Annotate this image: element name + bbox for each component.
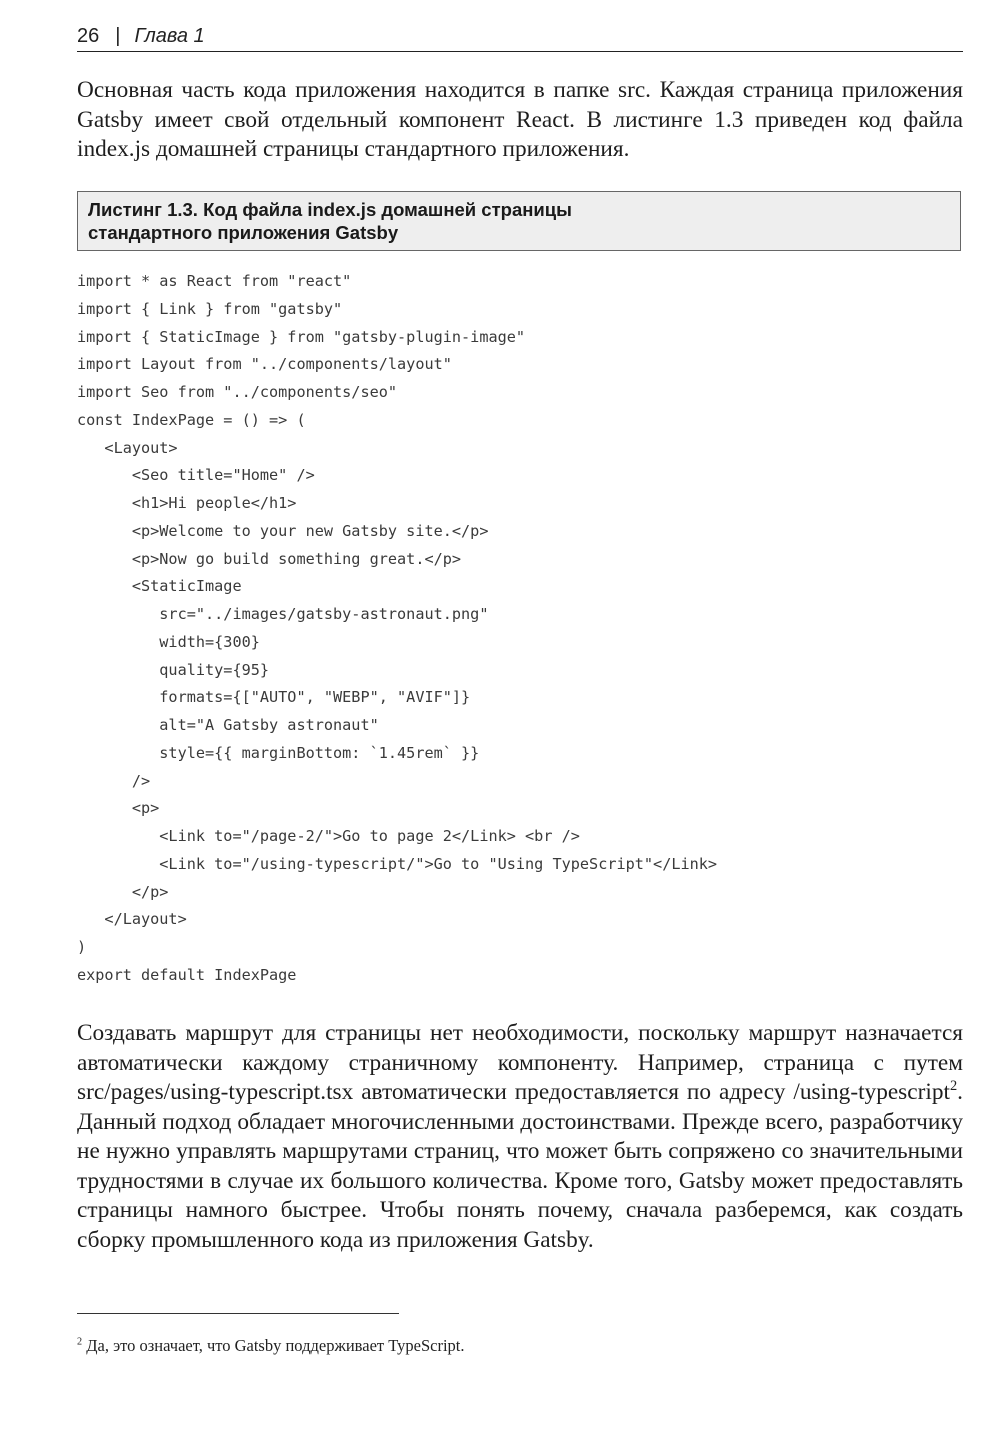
code-line: import { StaticImage } from "gatsby-plugin-image" xyxy=(77,327,526,346)
code-line: <Seo title="Home" /> xyxy=(77,466,315,485)
code-line: <StaticImage xyxy=(77,577,242,596)
code-line: formats={["AUTO", "WEBP", "AVIF"]} xyxy=(77,688,471,707)
code-line: ) xyxy=(77,938,87,956)
footnote-reference: 2 xyxy=(949,1078,958,1095)
code-line: <Link to="/using-typescript/">Go to "Using TypeScript"</Link> xyxy=(77,854,718,873)
code-line: /> xyxy=(77,771,151,790)
code-line: quality={95} xyxy=(77,660,270,679)
chapter-title: Глава 1 xyxy=(134,25,205,47)
code-line: import { Link } from "gatsby" xyxy=(77,299,343,318)
code-line: <p> xyxy=(77,799,160,818)
code-line: const IndexPage = () => ( xyxy=(77,410,306,429)
code-line: <Layout> xyxy=(77,438,178,457)
listing-caption xyxy=(77,191,961,251)
intro-paragraph: Основная часть кода приложения находится в папке src. Каждая страница приложения Gatsby имеет свой отдельный компонент React. В листинге 1.3 приведен код файла index.js домашней страницы стандартного приложения. xyxy=(77,77,963,162)
body-text-part-2: . Данный подход обладает многочисленными достоинствами. Прежде всего, разработчику не нужно управлять маршрутами страниц, что может быть сопряжено со значительными трудностями в случае их большого количества. Кроме того, Gatsby может предоставлять страницы намного быстрее. Чтобы понять почему, сначала разберемся, как создать сборку промышленного кода из приложения Gatsby. xyxy=(77,1079,963,1253)
header-separator: | xyxy=(115,25,121,47)
body-paragraph xyxy=(77,1019,963,1255)
code-line: width={300} xyxy=(77,632,260,651)
code-line: <Link to="/page-2/">Go to page 2</Link> <br /> xyxy=(77,827,580,845)
footnote xyxy=(77,1335,465,1357)
listing-caption-line-2: стандартного приложения Gatsby xyxy=(88,222,399,243)
footnote-divider xyxy=(77,1313,399,1314)
code-line: import * as React from "react" xyxy=(77,272,352,290)
running-head xyxy=(77,24,963,52)
page-number: 26 xyxy=(77,25,100,47)
code-line: </p> xyxy=(77,882,169,901)
code-line: style={{ marginBottom: `1.45rem` }} xyxy=(77,743,480,762)
body-text-part-1: Создавать маршрут для страницы нет необходимости, поскольку маршрут назначается автоматически каждому страничному компоненту. Например, страница с путем src/pages/using-typescript.tsx автоматически предоставляется по адресу /using-typescript xyxy=(77,1020,963,1105)
footnote-number: 2 xyxy=(77,1336,83,1348)
code-line: import Layout from "../components/layout" xyxy=(77,355,452,374)
code-line: </Layout> xyxy=(77,910,187,929)
code-line: <p>Welcome to your new Gatsby site.</p> xyxy=(77,521,489,540)
code-listing xyxy=(77,268,963,990)
code-line: import Seo from "../components/seo" xyxy=(77,383,398,401)
code-line: src="../images/gatsby-astronaut.png" xyxy=(77,605,489,623)
footnote-text: Да, это означает, что Gatsby поддерживает TypeScript. xyxy=(82,1336,465,1355)
code-line: export default IndexPage xyxy=(77,965,297,984)
listing-caption-line-1: Листинг 1.3. Код файла index.js домашней страницы xyxy=(88,199,572,220)
code-line: alt="A Gatsby astronaut" xyxy=(77,716,379,734)
code-line: <p>Now go build something great.</p> xyxy=(77,549,462,568)
code-line: <h1>Hi people</h1> xyxy=(77,494,297,512)
